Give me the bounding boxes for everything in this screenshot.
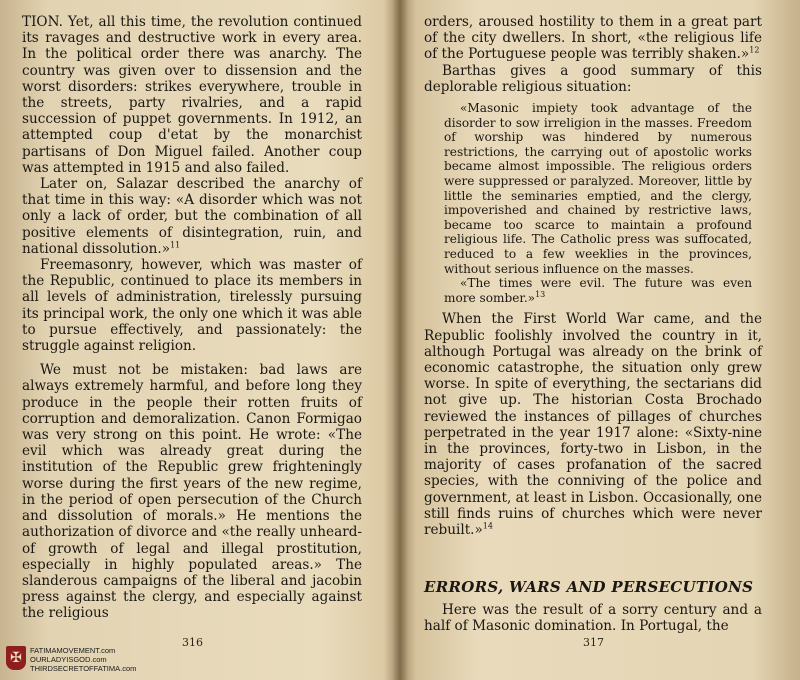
footnote-ref: 12 bbox=[749, 45, 760, 55]
watermark-line[interactable]: FATIMAMOVEMENT.com bbox=[30, 646, 116, 655]
right-paragraph-3: When the First World War came, and the Republic foolishly involved the country in it, although Portugal was already on the brink of economic catastrophe, the situation only grew worse. In spite of everything, the sectarians did not give up. The historian Costa Brochado reviewed the instances of pillages of churches perpetrated in the year 1917 alone: «Sixty-nine in the provinces, forty-two in Lisbon, in the majority of cases profanation of the sacred species, with the conniving of the police and government, at least in Lisbon. Occasionally, one still finds ruins of churches which were never rebuilt.»$^{14}$ bbox=[424, 311, 762, 538]
footnote-ref: 13 bbox=[535, 289, 546, 299]
watermark-line[interactable]: THIRDSECRETOFFATIMA.com bbox=[30, 664, 137, 673]
right-paragraph-4: Here was the result of a sorry century and a half of Masonic domination. In Portugal, the bbox=[424, 602, 762, 635]
right-page bbox=[424, 14, 762, 635]
block-quote-2: «The times were evil. The future was even more somber.»$^{13}$ bbox=[444, 276, 752, 305]
block-quote-1: «Masonic impiety took advantage of the disorder to sow irreligion in the masses. Freedom of worship was hindered by numerous restrictions, the carrying out of apostolic works became almost impossible. The religious orders were suppressed or paralyzed. Moreover, little by little the seminaries emptied, and the clergy, impoverished and chained by restrictive laws, became too scarce to maintain a profound religious life. The Catholic press was suffocated, reduced to a few weeklies in the provinces, without serious influence on the masses. bbox=[444, 101, 752, 276]
right-paragraph-1: orders, aroused hostility to them in a great part of the city dwellers. In short, «the religious life of the Portuguese people was terribly shaken.»$^{12}$ bbox=[424, 14, 762, 63]
left-paragraph-3: Freemasonry, however, which was master of the Republic, continued to place its members in all levels of administration, tirelessly pursuing its principal work, the only one which it was able to pursue effectively, and passionately: the struggle against religion. bbox=[22, 257, 362, 355]
left-paragraph-4: We must not be mistaken: bad laws are always extremely harmful, and before long they produce in the people their rotten fruits of corruption and demoralization. Canon Formigao was very strong on this point. He wrote: «The evil which was already great during the institution of the Republic grew frighteningly worse during the first years of the new regime, in the period of open persecution of the Church and dissolution of morals.» He mentions the authorization of divorce and «the really unheard-of growth of legal and illegal prostitution, especially in highly populated areas.» The slanderous campaigns of the liberal and jacobin press against the clergy, and especially against the religious bbox=[22, 362, 362, 622]
page-number-left: 316 bbox=[182, 636, 203, 649]
footnote-ref: 14 bbox=[482, 521, 493, 531]
left-paragraph-2: Later on, Salazar described the anarchy of that time in this way: «A disorder which was not only a lack of order, but the combination of all positive elements of disintegration, ruin, and national dissolution.»$^{11}$ bbox=[22, 176, 362, 257]
shield-cross-icon: ✠ bbox=[6, 646, 26, 670]
watermark bbox=[6, 646, 136, 673]
left-paragraph-1: TION. Yet, all this time, the revolution continued its ravages and destructive work in every area. In the political order there was anarchy. The country was given over to dissension and the worst disorders: strikes everywhere, trouble in the streets, party rivalries, and a rapid succession of puppet governments. In 1912, an attempted coup d'etat by the monarchist partisans of Don Miguel failed. Another coup was attempted in 1915 and also failed. bbox=[22, 14, 362, 176]
right-paragraph-2: Barthas gives a good summary of this deplorable religious situation: bbox=[424, 62, 762, 95]
watermark-text bbox=[30, 646, 136, 673]
book-gutter bbox=[392, 0, 408, 680]
page-number-right: 317 bbox=[583, 636, 604, 649]
footnote-ref: 11 bbox=[170, 240, 181, 250]
section-heading: ERRORS, WARS AND PERSECUTIONS bbox=[424, 578, 754, 597]
watermark-line[interactable]: OURLADYISGOD.com bbox=[30, 655, 107, 664]
left-page bbox=[22, 14, 362, 622]
